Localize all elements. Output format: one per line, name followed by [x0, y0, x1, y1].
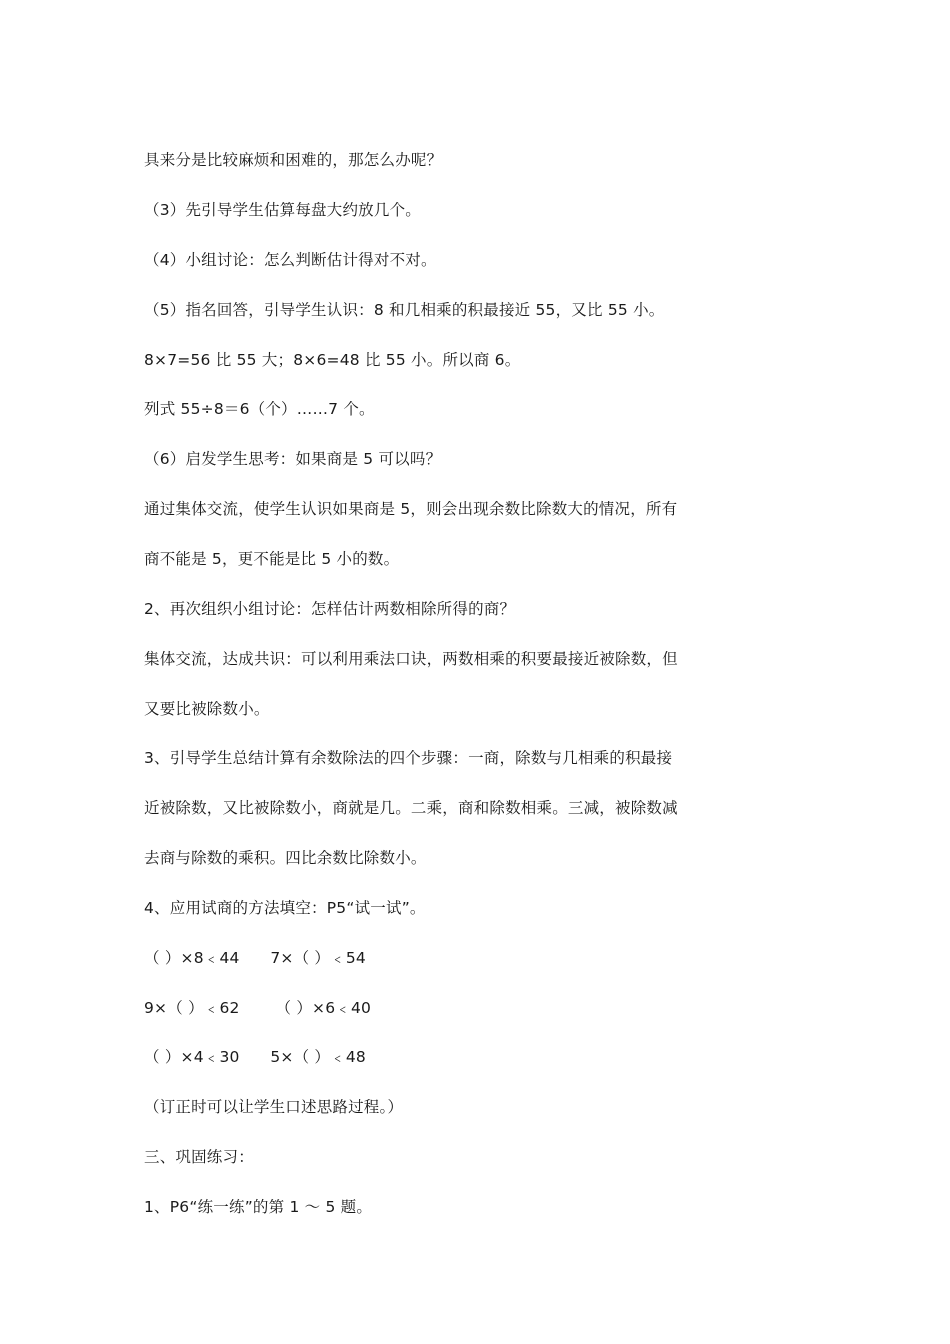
text-line: 三、巩固练习：: [144, 1148, 254, 1166]
text-line: （5）指名回答，引导学生认识：8 和几相乘的积最接近 55，又比 55 小。: [144, 301, 665, 319]
text-line: 1、P6“练一练”的第 1 ～ 5 题。: [144, 1198, 373, 1216]
text-line: 列式 55÷8＝6（个）……7 个。: [144, 400, 375, 418]
text-line: 3、引导学生总结计算有余数除法的四个步骤：一商，除数与几相乘的积最接: [144, 749, 673, 767]
text-line: 商不能是 5，更不能是比 5 小的数。: [144, 550, 400, 568]
text-line: 通过集体交流，使学生认识如果商是 5，则会出现余数比除数大的情况，所有: [144, 500, 678, 518]
text-line: （4）小组讨论：怎么判断估计得对不对。: [144, 251, 437, 269]
text-line: 近被除数，又比被除数小，商就是几。二乘，商和除数相乘。三减，被除数减: [144, 799, 678, 817]
text-line: （ ）×8﹤44 7×（ ）﹤54: [144, 949, 366, 967]
text-line: （ ）×4﹤30 5×（ ）﹤48: [144, 1048, 366, 1066]
text-line: 具来分是比较麻烦和困难的，那怎么办呢？: [144, 151, 443, 169]
text-line: 又要比被除数小。: [144, 700, 270, 718]
text-line: 9×（ ）﹤62 （ ）×6﹤40: [144, 999, 372, 1017]
text-line: 集体交流，达成共识：可以利用乘法口诀，两数相乘的积要最接近被除数，但: [144, 650, 678, 668]
text-line: （订正时可以让学生口述思路过程。）: [144, 1098, 404, 1116]
text-line: 8×7=56 比 55 大；8×6=48 比 55 小。所以商 6。: [144, 351, 521, 369]
text-line: 2、再次组织小组讨论：怎样估计两数相除所得的商？: [144, 600, 516, 618]
text-line: （3）先引导学生估算每盘大约放几个。: [144, 201, 421, 219]
text-line: （6）启发学生思考：如果商是 5 可以吗？: [144, 450, 442, 468]
text-line: 去商与除数的乘积。四比余数比除数小。: [144, 849, 427, 867]
text-line: 4、应用试商的方法填空：P5“试一试”。: [144, 899, 426, 917]
